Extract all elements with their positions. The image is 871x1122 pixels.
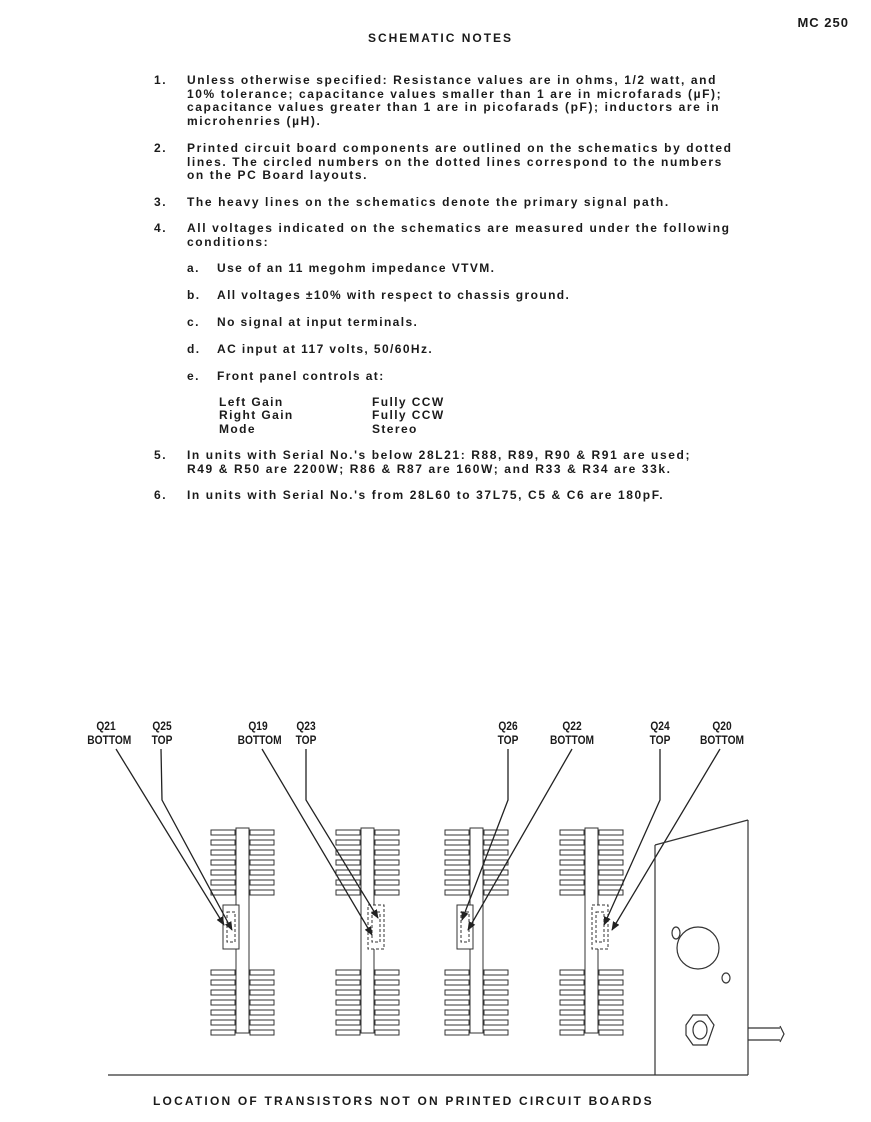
condition-text: Use of an 11 megohm impedance VTVM. [217, 261, 496, 275]
control-setting: Fully CCW [372, 408, 445, 422]
heatsink [211, 828, 274, 1035]
transistor-label-q26: Q26 TOP [497, 719, 519, 747]
panel-hole-small [672, 927, 680, 939]
leader-line [604, 749, 660, 925]
panel-hole [677, 927, 719, 969]
transistor-label-q22: Q22 BOTTOM [549, 719, 595, 747]
model-number: MC 250 [797, 15, 849, 30]
condition-letter: a. [187, 261, 200, 275]
transistor-label-q25: Q25 TOP [151, 719, 173, 747]
leader-line [262, 749, 372, 935]
condition-text: All voltages ±10% with respect to chassis ground. [217, 288, 571, 302]
note-number: 4. [154, 221, 168, 235]
note-text: All voltages indicated on the schematics are measured under the following conditions: [187, 221, 731, 249]
condition-text: Front panel controls at: [217, 369, 385, 383]
leader-line [306, 749, 378, 918]
control-name: Left Gain [219, 395, 284, 409]
note-number: 6. [154, 488, 168, 502]
note-text: Unless otherwise specified: Resistance values are in ohms, 1/2 watt, and 10% tolerance; capacitance values smaller than 1 are in microfarads (µF); capacitance values greater than 1 are in picofarads (pF); inductors are in microhenries (µH). [187, 73, 723, 128]
transistor-label-q24: Q24 TOP [649, 719, 671, 747]
transistor-label-q20: Q20 BOTTOM [699, 719, 745, 747]
transistor-label-q23: Q23 TOP [295, 719, 317, 747]
note-text: In units with Serial No.'s from 28L60 to 37L75, C5 & C6 are 180pF. [187, 488, 665, 502]
leader-line [116, 749, 224, 925]
control-name: Mode [219, 422, 256, 436]
page-title: SCHEMATIC NOTES [367, 31, 514, 45]
note-number: 2. [154, 141, 168, 155]
leader-line [612, 749, 720, 930]
heatsink [445, 828, 508, 1035]
condition-letter: c. [187, 315, 200, 329]
transistor-label-q19: Q19 BOTTOM [237, 719, 282, 747]
figure-caption: LOCATION OF TRANSISTORS NOT ON PRINTED CIRCUIT BOARDS [153, 1094, 654, 1108]
condition-letter: b. [187, 288, 201, 302]
note-number: 3. [154, 195, 168, 209]
note-text: Printed circuit board components are outlined on the schematics by dotted lines. The circled numbers on the dotted lines correspond to the numbers on the PC Board layouts. [187, 141, 733, 182]
control-setting: Stereo [372, 422, 418, 436]
hex-nut [686, 1015, 714, 1045]
chassis-side-panel [655, 820, 784, 1075]
cord-strain-relief [748, 1026, 784, 1042]
control-setting: Fully CCW [372, 395, 445, 409]
condition-text: AC input at 117 volts, 50/60Hz. [217, 342, 434, 356]
control-name: Right Gain [219, 408, 294, 422]
heatsink [560, 828, 623, 1035]
condition-text: No signal at input terminals. [217, 315, 419, 329]
note-number: 1. [154, 73, 168, 87]
note-text: In units with Serial No.'s below 28L21: R88, R89, R90 & R91 are used; R49 & R50 are 2200W; R86 & R87 are 160W; and R33 & R34 are 33k. [187, 448, 692, 476]
heatsink [336, 828, 399, 1035]
transistor-label-q21: Q21 BOTTOM [87, 719, 132, 747]
panel-hole-small [722, 973, 730, 983]
note-text: The heavy lines on the schematics denote the primary signal path. [187, 195, 670, 209]
condition-letter: e. [187, 369, 200, 383]
note-number: 5. [154, 448, 168, 462]
condition-letter: d. [187, 342, 201, 356]
